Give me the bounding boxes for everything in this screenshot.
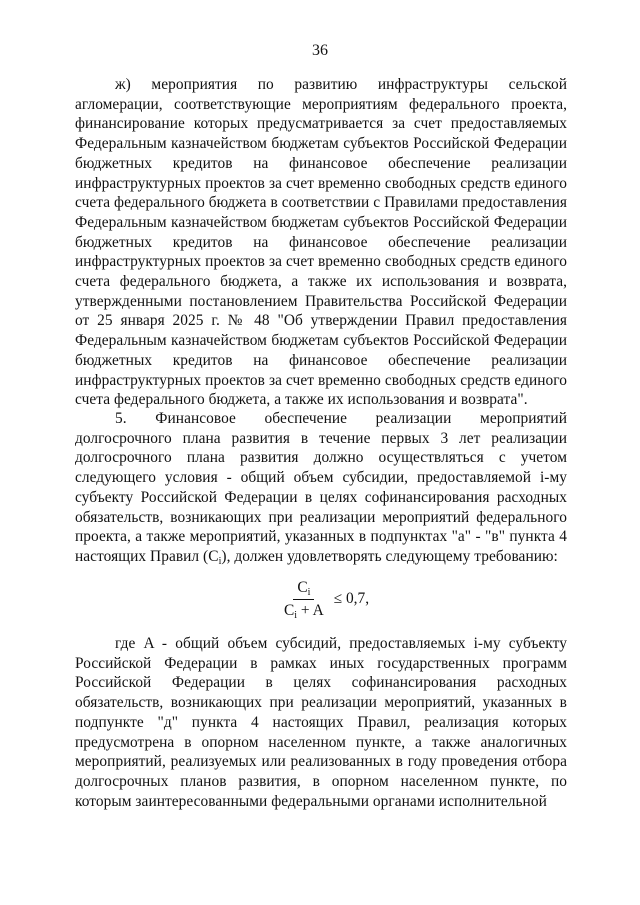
paragraph-text: 5. Финансовое обеспечение реализации мероприятий долгосрочного плана развития в течение первых 3 лет реализации долгосрочного плана развития должно осуществляться с учетом следующего условия - общий объем субсидии, предоставляемой i-му субъекту Российской Федерации в целях софинансирования расходных обязательств, возникающих при реализации мероприятий федерального проекта, а также мероприятий, указанных в подпунктах "а" - "в" пункта 4 настоящих Правил ( (75, 410, 567, 565)
formula (280, 579, 369, 619)
paragraph-definition-a: где A - общий объем субсидий, предоставляемых i-му субъекту Российской Федерации в рамках иных государственных программ Российской Федерации в целях софинансирования расходных обязательств, возникающих при реализации мероприятий, указанных в подпункте "д" пункта 4 настоящих Правил, реализация которых предусмотрена в опорном населенном пункте, а также аналогичных мероприятий, реализуемых или реализованных в году проведения отбора долгосрочных планов развития, в опорном населенном пункте, по которым заинтересованными федеральными органами исполнительной (75, 635, 567, 810)
denominator-symbol: C (284, 601, 295, 619)
numerator-symbol: C (297, 578, 308, 596)
symbol-subscript: i (218, 555, 222, 567)
denominator-subscript: i (294, 609, 298, 621)
numerator-subscript: i (307, 586, 311, 598)
formula-denominator (280, 600, 328, 620)
formula-relation: ≤ 0,7, (333, 590, 370, 607)
page-number: 36 (312, 42, 328, 59)
formula-numerator (293, 579, 314, 600)
symbol-c: C (208, 547, 219, 565)
formula-fraction (280, 579, 328, 620)
paragraph-item-zh: ж) мероприятия по развитию инфраструктуры сельской агломерации, соответствующие мероприятиям федерального проекта, финансирование которых предусматривается за счет предоставляемых Федеральным казначейством бюджетам субъектов Российской Федерации бюджетных кредитов на финансовое обеспечение реализации инфраструктурных проектов за счет временно свободных средств единого счета федерального бюджета в соответствии с Правилами предоставления Федеральным казначейством бюджетам субъектов Российской Федерации бюджетных кредитов на финансовое обеспечение реализации инфраструктурных проектов за счет временно свободных средств единого счета федерального бюджета, а также их использования и возврата, утвержденными постановлением Правительства Российской Федерации от 25 января 2025 г. № 48 "Об утверждении Правил предоставления Федеральным казначейством бюджетам субъектов Российской Федерации бюджетных кредитов на финансовое обеспечение реализации инфраструктурных проектов за счет временно свободных средств единого счета федерального бюджета, а также их использования и возврата". (75, 76, 567, 409)
paragraph-item-5 (75, 409, 567, 567)
denominator-rest: + A (297, 601, 324, 619)
paragraph-text-end: ), должен удовлетворять следующему требованию: (221, 547, 558, 565)
